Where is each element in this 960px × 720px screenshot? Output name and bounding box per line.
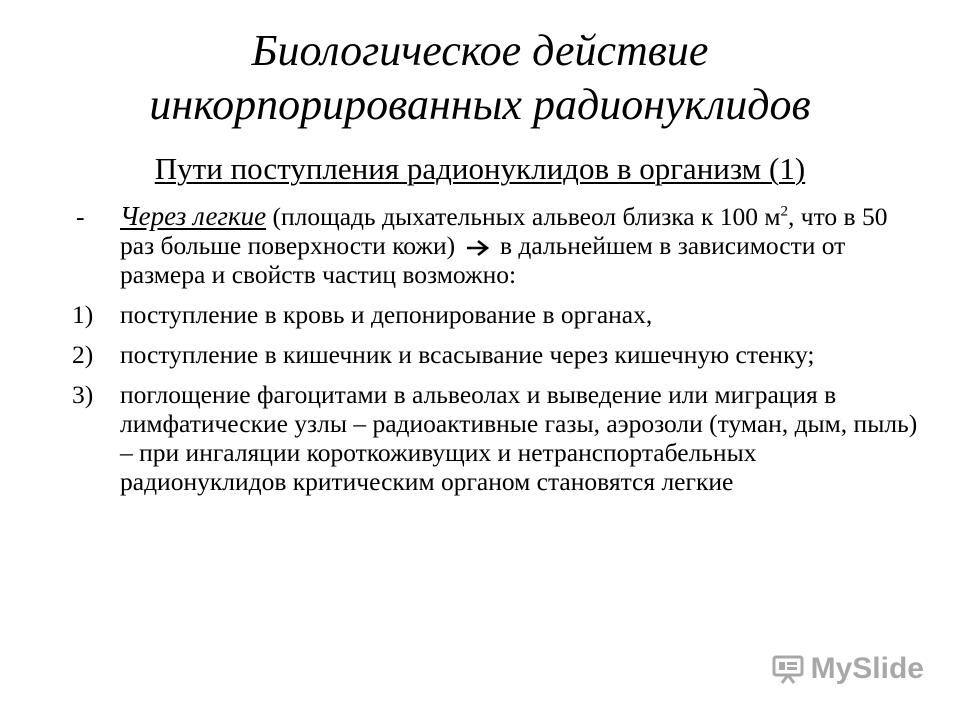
list-item-text: поступление в кровь и депонирование в органах,: [120, 300, 653, 329]
list-item: [72, 300, 922, 329]
intro-text-part1: (площадь дыхательных альвеол близка к 100 м: [266, 202, 781, 231]
presentation-board-icon: [771, 654, 805, 684]
watermark: [771, 652, 924, 686]
list-item: [72, 380, 922, 496]
dash-marker: -: [76, 202, 85, 231]
list-number: 2): [72, 340, 94, 369]
intro-text-part2: , что в 50 раз больше поверхности кожи): [120, 202, 888, 260]
intro-item: [72, 202, 922, 289]
list-number: 3): [72, 380, 94, 409]
slide-body: [72, 202, 922, 507]
slide-subtitle: Пути поступления радионуклидов в организм (1): [154, 151, 806, 186]
intro-text-part3: в дальнейшем в зависимости от размера и свойств частиц возможно:: [120, 231, 846, 289]
title-line-2: инкорпорированных радионуклидов: [149, 80, 811, 129]
right-arrow-icon: [466, 239, 490, 257]
intro-lead: Через легкие: [120, 201, 267, 231]
intro-superscript: 2: [780, 203, 789, 220]
title-line-1: Биологическое действие: [251, 26, 709, 75]
list-item-text: поглощение фагоцитами в альвеолах и выведение или миграция в лимфатические узлы – радиоактивные газы, аэрозоли (туман, дым, пыль) – при ингаляции короткоживущих и нетранспортабельных радионуклидов критическим органом становятся легкие: [120, 380, 918, 496]
list-item: [72, 340, 922, 369]
slide-title: [0, 24, 960, 132]
watermark-text: MySlide: [810, 652, 924, 685]
list-item-text: поступление в кишечник и всасывание через кишечную стенку;: [120, 340, 815, 369]
list-number: 1): [72, 300, 94, 329]
